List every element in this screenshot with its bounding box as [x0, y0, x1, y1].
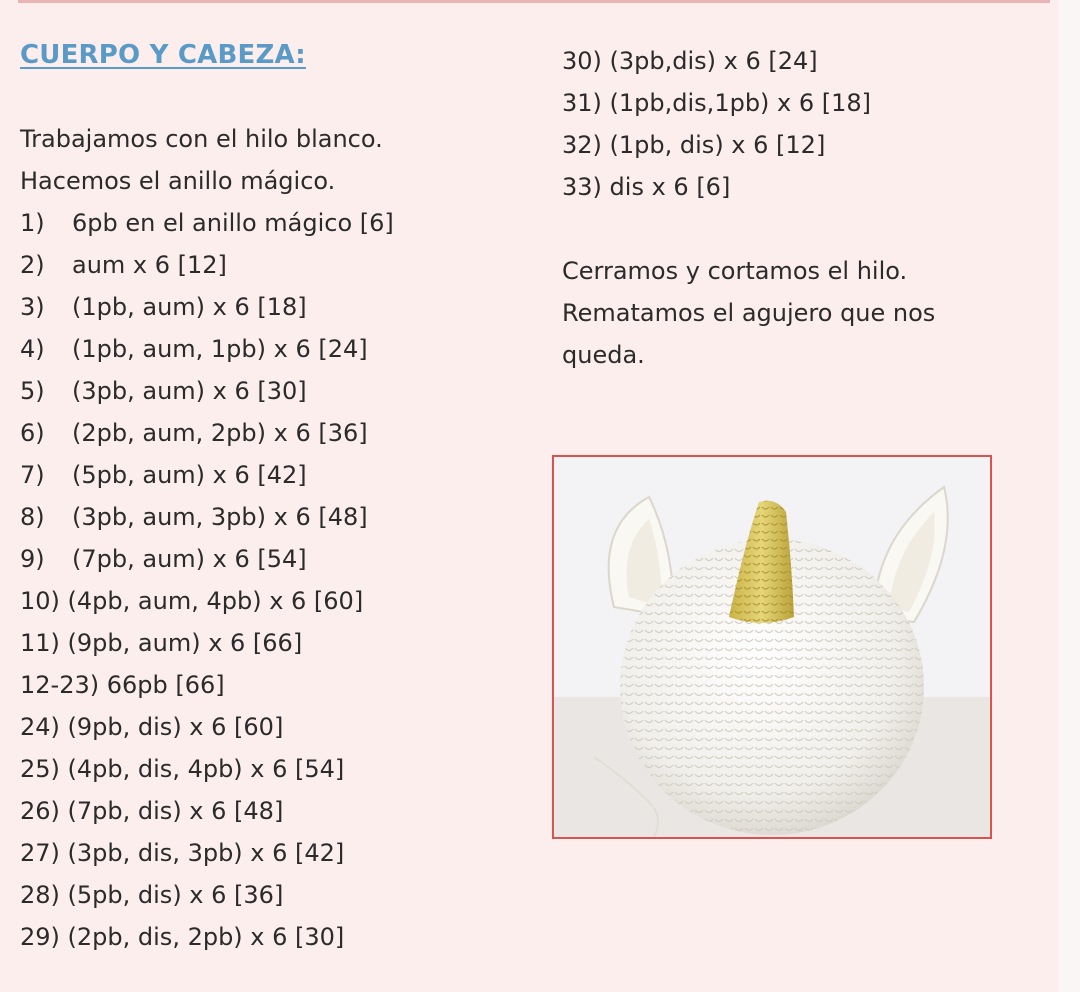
row-instruction: (9pb, dis) x 6 [60] — [67, 713, 284, 741]
pattern-row — [20, 790, 394, 832]
closing-line: queda. — [562, 341, 645, 369]
row-instruction: 66pb [66] — [106, 671, 225, 699]
pattern-row — [20, 748, 394, 790]
row-instruction: (9pb, aum) x 6 [66] — [67, 629, 303, 657]
row-number: 31) — [562, 89, 602, 117]
row-number: 30) — [562, 47, 602, 75]
row-instruction: (2pb, aum, 2pb) x 6 [36] — [72, 419, 368, 447]
right-row-list — [562, 40, 935, 208]
row-number: 2) — [20, 251, 45, 279]
row-instruction: (7pb, dis) x 6 [48] — [67, 797, 284, 825]
row-instruction: (1pb, aum) x 6 [18] — [72, 293, 307, 321]
row-instruction: (2pb, dis, 2pb) x 6 [30] — [67, 923, 345, 951]
row-number: 29) — [20, 923, 60, 951]
row-instruction: (3pb, aum) x 6 [30] — [72, 377, 307, 405]
row-number: 6) — [20, 419, 45, 447]
row-number: 7) — [20, 461, 45, 489]
row-number: 1) — [20, 209, 45, 237]
pattern-row — [20, 874, 394, 916]
row-instruction: (4pb, dis, 4pb) x 6 [54] — [67, 755, 345, 783]
pattern-row — [20, 370, 394, 412]
row-instruction: (3pb,dis) x 6 [24] — [609, 47, 818, 75]
pattern-row — [20, 580, 394, 622]
closing-line: Cerramos y cortamos el hilo. — [562, 257, 908, 285]
row-instruction: (7pb, aum) x 6 [54] — [72, 545, 307, 573]
pattern-row — [20, 328, 394, 370]
intro-line: Hacemos el anillo mágico. — [20, 167, 336, 195]
pattern-row — [20, 538, 394, 580]
pattern-row — [20, 244, 394, 286]
unicorn-head-photo — [552, 455, 992, 839]
row-number: 32) — [562, 131, 602, 159]
section-heading: CUERPO Y CABEZA: — [20, 40, 306, 70]
row-number: 11) — [20, 629, 60, 657]
pattern-row — [20, 622, 394, 664]
row-number: 8) — [20, 503, 45, 531]
pattern-row — [20, 664, 394, 706]
closing-line: Rematamos el agujero que nos — [562, 299, 936, 327]
row-number: 27) — [20, 839, 60, 867]
pattern-row — [562, 82, 935, 124]
spacer — [562, 208, 935, 250]
row-instruction: aum x 6 [12] — [72, 251, 227, 279]
row-instruction: (1pb, aum, 1pb) x 6 [24] — [72, 335, 368, 363]
pattern-row — [562, 166, 935, 208]
row-instruction: 6pb en el anillo mágico [6] — [72, 209, 394, 237]
pattern-row — [20, 454, 394, 496]
row-number: 26) — [20, 797, 60, 825]
row-number: 28) — [20, 881, 60, 909]
row-number: 33) — [562, 173, 602, 201]
row-number: 5) — [20, 377, 45, 405]
row-number: 10) — [20, 587, 60, 615]
row-instruction: (1pb,dis,1pb) x 6 [18] — [609, 89, 872, 117]
row-instruction: (5pb, aum) x 6 [42] — [72, 461, 307, 489]
row-instruction: (5pb, dis) x 6 [36] — [67, 881, 284, 909]
intro-line: Trabajamos con el hilo blanco. — [20, 125, 383, 153]
pattern-row — [20, 832, 394, 874]
left-column — [20, 118, 394, 958]
row-instruction: (3pb, dis, 3pb) x 6 [42] — [67, 839, 345, 867]
row-instruction: (1pb, dis) x 6 [12] — [609, 131, 826, 159]
pattern-row — [562, 124, 935, 166]
row-instruction: dis x 6 [6] — [609, 173, 731, 201]
left-row-list — [20, 202, 394, 958]
row-instruction: (3pb, aum, 3pb) x 6 [48] — [72, 503, 368, 531]
row-number: 12-23) — [20, 671, 100, 699]
pattern-row — [20, 706, 394, 748]
pattern-row — [20, 496, 394, 538]
pattern-row — [20, 916, 394, 958]
row-number: 24) — [20, 713, 60, 741]
top-divider — [18, 0, 1050, 3]
page-edge — [1058, 0, 1080, 992]
pattern-row — [20, 286, 394, 328]
row-number: 9) — [20, 545, 45, 573]
row-instruction: (4pb, aum, 4pb) x 6 [60] — [67, 587, 364, 615]
row-number: 3) — [20, 293, 45, 321]
right-column — [562, 40, 935, 376]
pattern-row — [20, 202, 394, 244]
row-number: 25) — [20, 755, 60, 783]
row-number: 4) — [20, 335, 45, 363]
pattern-row — [562, 40, 935, 82]
pattern-row — [20, 412, 394, 454]
